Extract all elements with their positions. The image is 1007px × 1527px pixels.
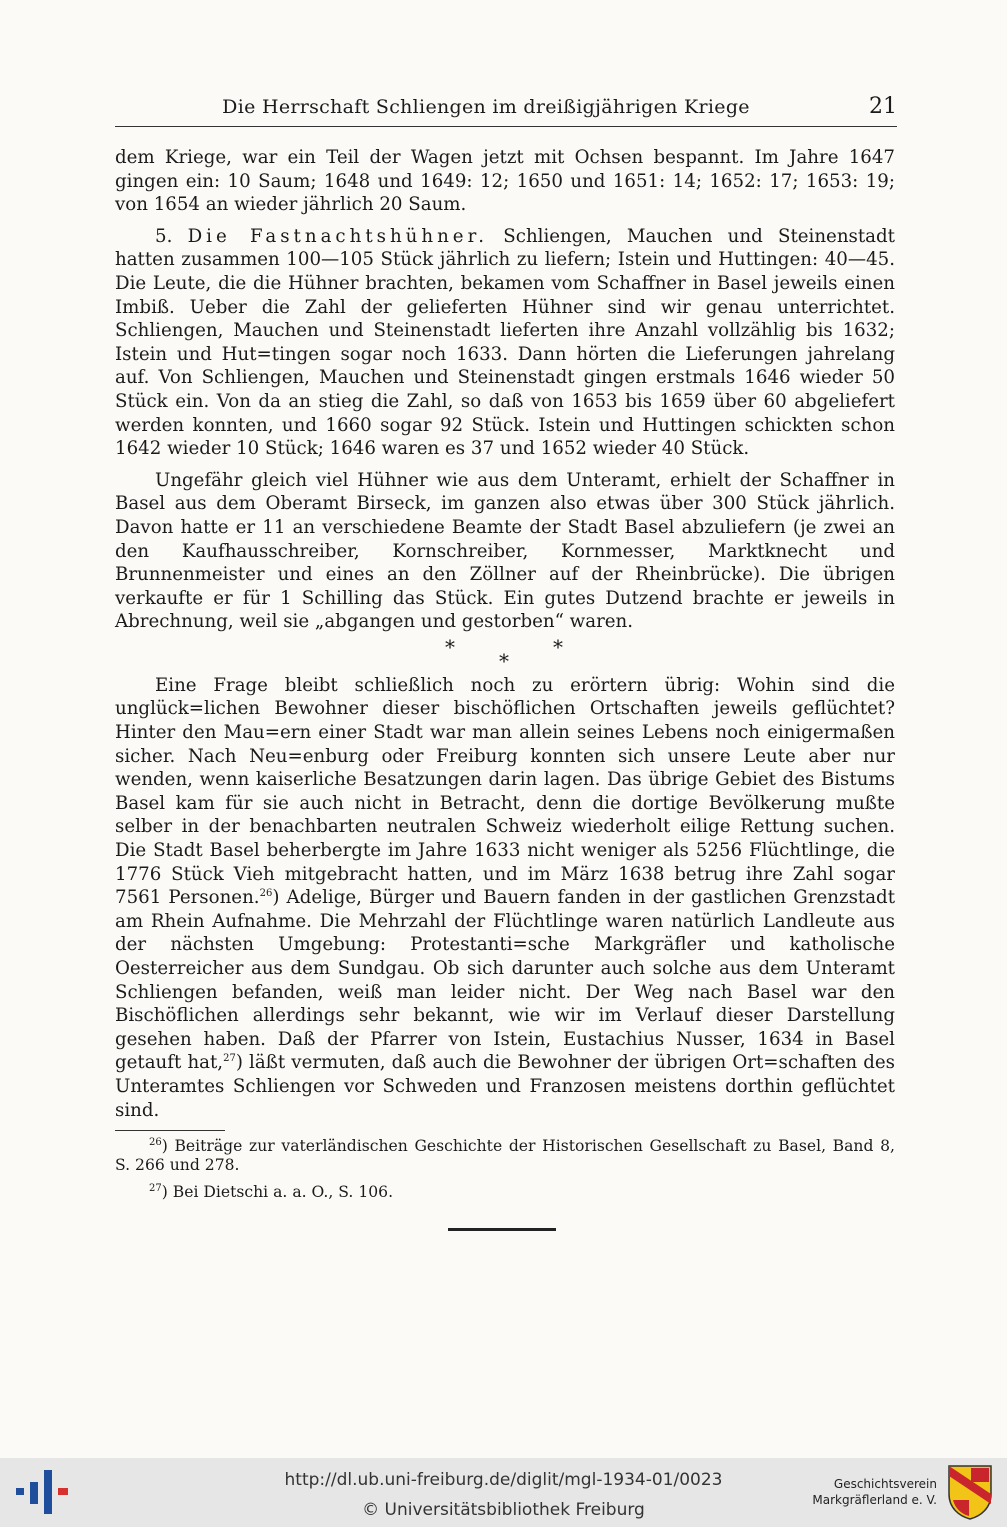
footnote-rule <box>115 1130 225 1131</box>
paragraph-4 <box>115 674 895 1122</box>
footnote-26 <box>115 1137 895 1175</box>
footnote-number: 27 <box>149 1182 162 1194</box>
paragraph-1: dem Kriege, war ein Teil der Wagen jetzt mit Ochsen bespannt. Im Jahre 1647 gingen ein: 10 Saum; 1648 und 1649: 12; 1650 und 1651: 14; 1652: 17; 1653: 19; von 1654 an wieder jährlich 20 Saum. <box>115 147 895 216</box>
header-rule <box>115 126 897 127</box>
footnote-ref-27[interactable]: 27 <box>223 1053 236 1065</box>
footnotes <box>115 1137 895 1202</box>
section-break-asterisks <box>115 636 895 674</box>
running-header <box>115 96 897 126</box>
copyright-notice: © Universitätsbibliothek Freiburg <box>362 1500 645 1520</box>
paragraph-3: Ungefähr gleich viel Hühner wie aus dem Unteramt, erhielt der Schaffner in Basel aus dem Oberamt Birseck, im ganzen also etwas über 300 Stück jährlich. Davon hatte er 11 an verschiedene Beamte der Stadt Basel abzuliefern (je zwei an den Kaufhausschreiber, Kornschreiber, Kornmesser, Marktknecht und Brunnenmeister und eines an den Zöllner auf der Rheinbrücke). Die übrigen verkaufte er für 1 Schilling das Stück. Ein gutes Dutzend brachte er jeweils in Abrechnung, weil sie „abgangen und gestorben“ waren. <box>115 469 895 633</box>
organization-name <box>812 1476 937 1508</box>
paragraph-4-text-a: Eine Frage bleibt schließlich noch zu erörtern übrig: Wohin sind die unglück=lichen Bewohner dieser bischöflichen Ortschaften jeweils geflüchtet? Hinter den Mau=ern einer Stadt war man allein seines Lebens noch einigermaßen sicher. Nach Neu=enburg oder Freiburg konnten sich unsere Leute aber nur wenden, wenn kaiserliche Besatzungen darin lagen. Das übrige Gebiet des Bistums Basel kam für sie auch nicht in Betracht, denn die dortige Bevölkerung mußte selber in der benachbarten neutralen Schweiz wiederholt eilige Rettung suchen. Die Stadt Basel beherbergte im Jahre 1633 nicht weniger als 5256 Flüchtlinge, die 1776 Stück Vieh mitgebracht hatten, und im März 1638 betrug ihre Zahl sogar 7561 Personen. <box>115 674 895 909</box>
footnote-27 <box>115 1183 895 1202</box>
section-heading: Die Fastnachtshühner. <box>187 225 489 247</box>
paragraph-2 <box>115 225 895 461</box>
asterisk: * <box>553 634 563 659</box>
coat-of-arms-icon <box>947 1464 993 1520</box>
page-number: 21 <box>869 94 897 119</box>
asterisk: * <box>445 634 455 659</box>
asterisk: * <box>499 648 509 673</box>
footnote-ref-26[interactable]: 26 <box>259 888 273 900</box>
organization-line-2: Markgräflerland e. V. <box>812 1493 937 1507</box>
organization-line-1: Geschichtsverein <box>833 1477 937 1491</box>
footnote-number: 26 <box>149 1136 162 1148</box>
paragraph-4-text-b: ) Adelige, Bürger und Bauern fanden in der gastlichen Grenzstadt am Rhein Aufnahme. Die Mehrzahl der Flüchtlinge waren natürlich Landleute aus der nächsten Umgebung: Protestanti=sche Markgräfler und katholische Oesterreicher aus dem Sundgau. Ob sich darunter auch solche aus dem Unteramt Schliengen befanden, weiß man leider nicht. Der Weg nach Basel war den Bischöflichen allerdings sehr bekannt, wie wir im Verlauf dieser Darstellung gesehen haben. Daß der Pfarrer von Istein, Eustachius Nusser, 1634 in Basel getauft hat, <box>115 887 896 1074</box>
paragraph-2-text: Schliengen, Mauchen und Steinenstadt hatten zusammen 100—105 Stück jährlich zu liefern; Istein und Huttingen: 40—45. Die Leute, die die Hühner brachten, bekamen vom Schaffner in Basel jeweils einen Imbiß. Ueber die Zahl der gelieferten Hühner sind wir genau unterrichtet. Schliengen, Mauchen und Steinenstadt lieferten ihre Anzahl vollzählig bis 1632; Istein und Hut=tingen sogar noch 1633. Dann hörten die Lieferungen jahrelang auf. Von Schliengen, Mauchen und Steinenstadt gingen erstmals 1646 wieder 50 Stück ein. Von da an stieg die Zahl, so daß von 1653 bis 1659 über 60 abgeliefert werden konnten, und 1660 sogar 92 Stück. Istein und Huttingen schickten schon 1642 wieder 10 Stück; 1646 waren es 37 und 1652 wieder 40 Stück. <box>115 225 895 460</box>
footnote-text: ) Beiträge zur vaterländischen Geschichte der Historischen Gesellschaft zu Basel, Band 8, S. 266 und 278. <box>115 1137 895 1175</box>
paragraph-4-text-c: ) läßt vermuten, daß auch die Bewohner der übrigen Ort=schaften des Unteramtes Schliengen vor Schweden und Franzosen meistens dorthin geflüchtet sind. <box>115 1052 895 1121</box>
footnote-text: ) Bei Dietschi a. a. O., S. 106. <box>161 1183 394 1202</box>
running-title: Die Herrschaft Schliengen im dreißigjährigen Kriege <box>222 96 750 118</box>
viewer-footer <box>0 1458 1007 1527</box>
body-text <box>115 146 895 1202</box>
permalink-url[interactable]: http://dl.ub.uni-freiburg.de/diglit/mgl-1934-01/0023 <box>284 1470 723 1490</box>
end-rule <box>448 1228 556 1231</box>
section-number: 5. <box>155 225 173 247</box>
